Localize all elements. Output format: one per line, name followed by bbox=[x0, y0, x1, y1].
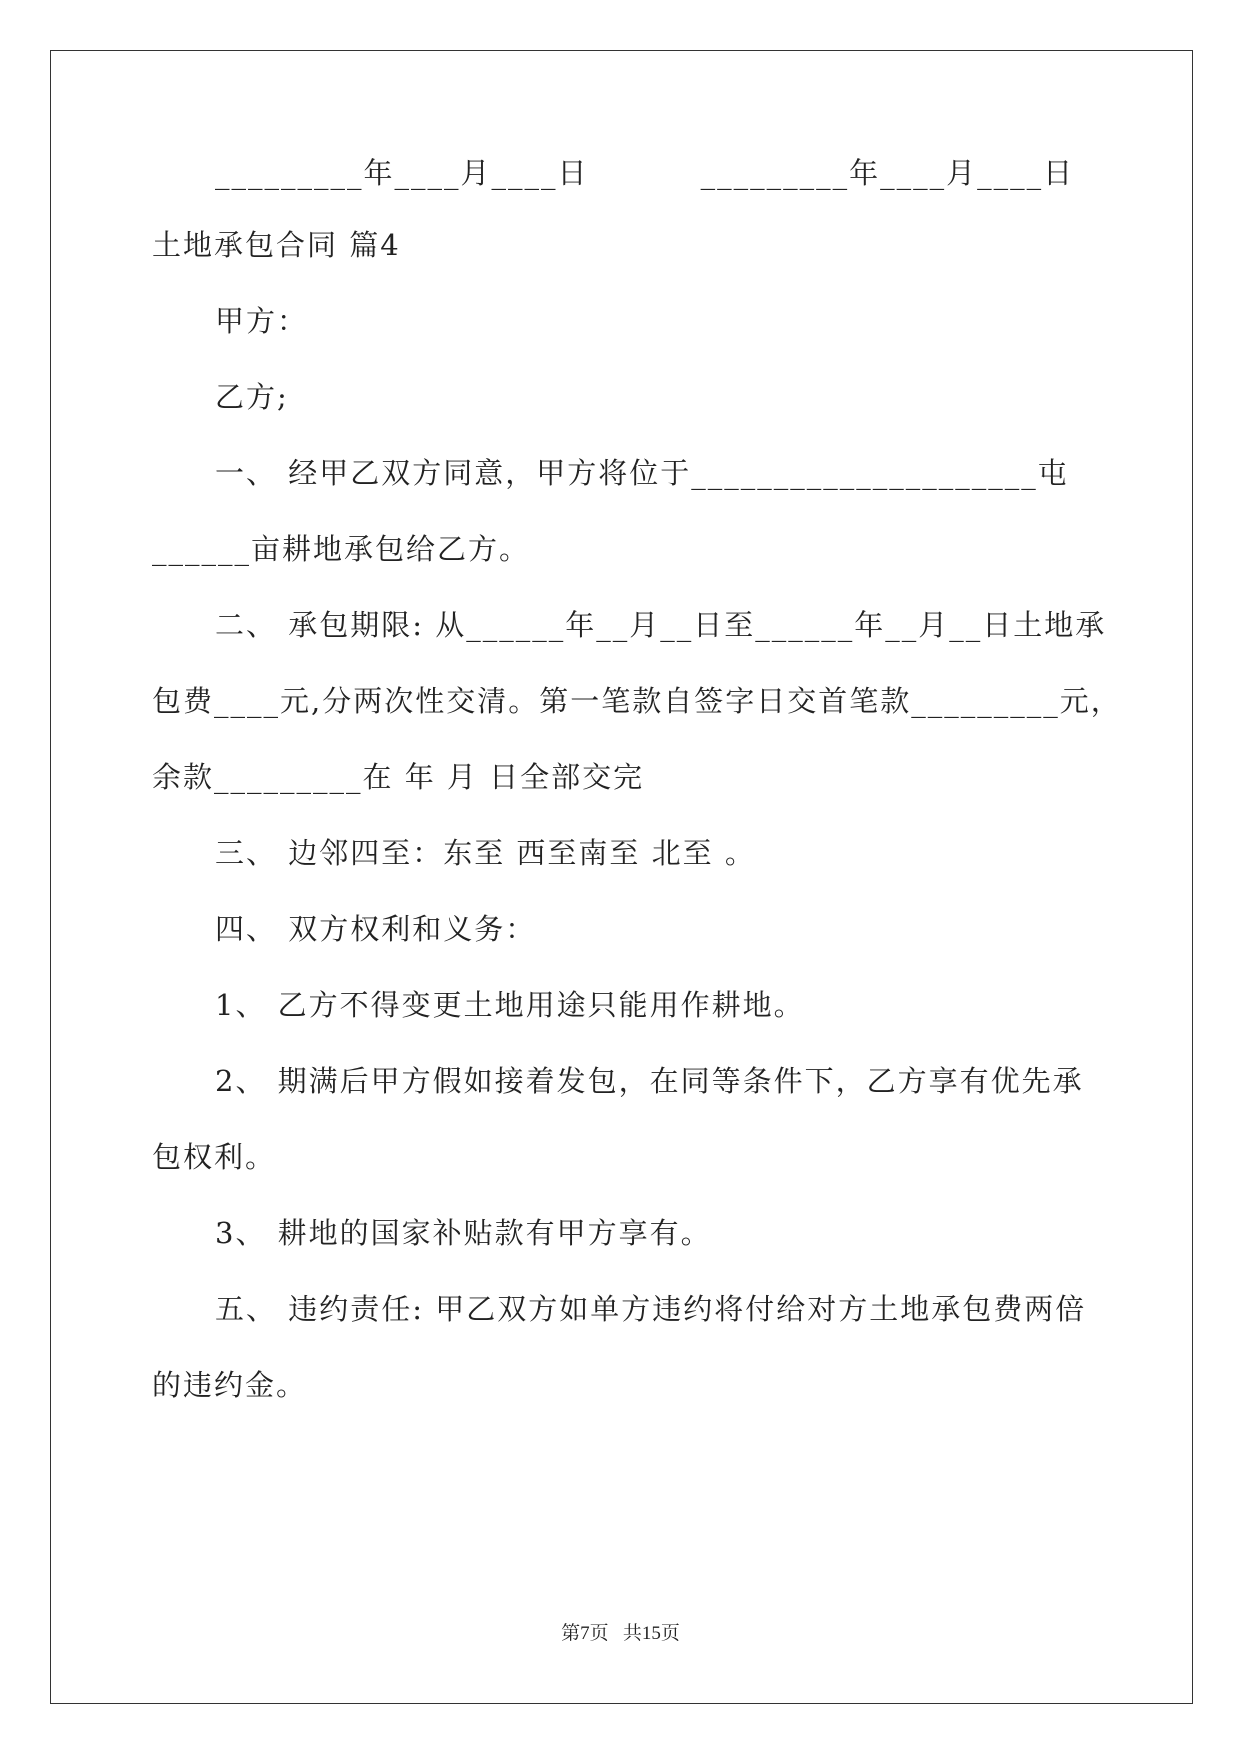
page-footer: 第7页 共15页 bbox=[561, 1623, 680, 1644]
party-a: 甲方： bbox=[215, 304, 309, 338]
party-b: 乙方; bbox=[215, 380, 289, 414]
clause-1-line-1: 一、 经甲乙双方同意，甲方将位于_____________________屯 bbox=[215, 456, 1069, 490]
clause-2-line-3: 余款_________在 年 月 日全部交完 bbox=[152, 760, 645, 794]
page-border bbox=[50, 50, 1193, 1704]
signature-dates: _________年____月____日 _________年____月____日 bbox=[215, 156, 1075, 190]
clause-5-line-2: 的违约金。 bbox=[152, 1368, 308, 1402]
item-2-line-1: 2、 期满后甲方假如接着发包，在同等条件下，乙方享有优先承 bbox=[215, 1064, 1084, 1098]
clause-1-line-2: ______亩耕地承包给乙方。 bbox=[152, 532, 531, 566]
item-2-line-2: 包权利。 bbox=[152, 1140, 277, 1174]
clause-5-line-1: 五、 违约责任: 甲乙双方如单方违约将付给对方土地承包费两倍 bbox=[215, 1292, 1087, 1326]
item-3: 3、 耕地的国家补贴款有甲方享有。 bbox=[215, 1216, 712, 1250]
clause-3: 三、 边邻四至：东至 西至南至 北至 。 bbox=[215, 836, 756, 870]
clause-2-line-1: 二、 承包期限: 从______年__月__日至______年__月__日土地承 bbox=[215, 608, 1107, 642]
clause-4: 四、 双方权利和义务： bbox=[215, 912, 537, 946]
section-title: 土地承包合同 篇4 bbox=[152, 228, 401, 262]
clause-2-line-2: 包费____元,分两次性交清。第一笔款自签字日交首笔款_________元， bbox=[152, 684, 1122, 718]
item-1: 1、 乙方不得变更土地用途只能用作耕地。 bbox=[215, 988, 805, 1022]
